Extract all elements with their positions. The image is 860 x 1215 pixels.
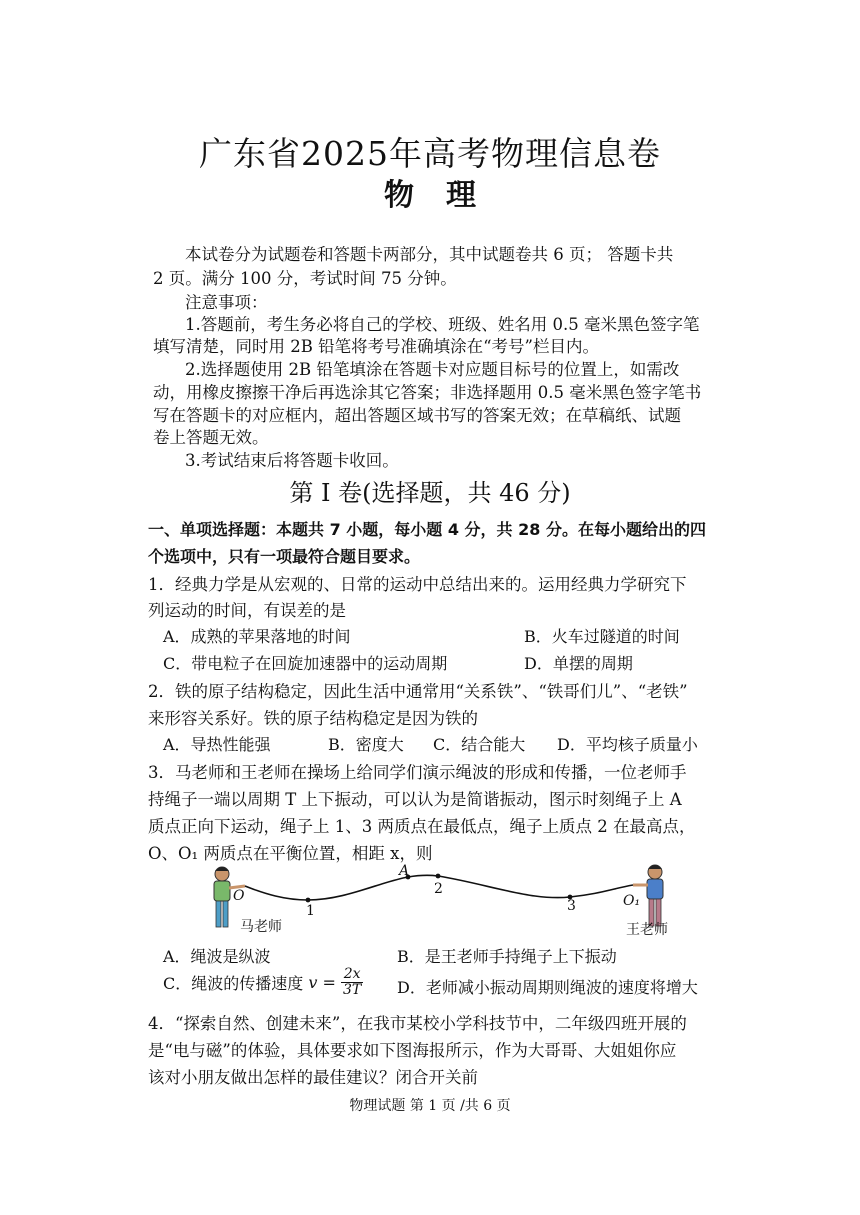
notice-item-2-line-4: 卷上答题无效。 <box>153 428 269 447</box>
paper-subject: 物理 <box>384 178 508 213</box>
notice-heading: 注意事项： <box>185 293 268 312</box>
q2-option-d: D．平均核子质量小 <box>557 735 698 754</box>
q4-stem-line-2: 是“电与磁”的体验，具体要求如下图海报所示，作为大哥哥、大姐姐你应 <box>148 1041 677 1060</box>
teacher-left-label: 马老师 <box>240 919 282 935</box>
teacher-right-label: 王老师 <box>626 922 668 938</box>
notice-item-3: 3.考试结束后将答题卡收回。 <box>185 451 399 470</box>
point-1 <box>306 898 311 903</box>
figure-label-1: 1 <box>306 903 315 919</box>
q3-stem-line-1: 3．马老师和王老师在操场上给同学们演示绳波的形成和传播，一位老师手 <box>148 763 687 782</box>
q3-option-d: D．老师减小振动周期则绳波的速度将增大 <box>397 978 698 997</box>
q3-option-c-prefix: C．绳波的传播速度 <box>163 974 304 993</box>
q3-option-a: A．绳波是纵波 <box>163 947 271 966</box>
figure-label-3: 3 <box>567 898 576 914</box>
notice-item-1-line-1: 1.答题前，考生务必将自己的学校、班级、姓名用 0.5 毫米黑色签字笔 <box>185 315 700 334</box>
intro-line-1: 本试卷分为试题卷和答题卡两部分，其中试题卷共 6 页； 答题卡共 <box>185 245 674 264</box>
q3-stem-line-4: O、O₁ 两质点在平衡位置，相距 x，则 <box>148 844 433 863</box>
q2-option-b: B．密度大 <box>328 735 404 754</box>
paper-title: 广东省2025年高考物理信息卷 <box>199 134 661 173</box>
q4-stem-line-1: 4．“探索自然、创建未来”，在我市某校小学科技节中，二年级四班开展的 <box>148 1014 687 1033</box>
q3-stem-line-3: 质点正向下运动，绳子上 1、3 两质点在最低点，绳子上质点 2 在最高点， <box>148 817 696 836</box>
q1-option-d: D．单摆的周期 <box>524 654 633 673</box>
section-title: 第 I 卷(选择题，共 46 分) <box>289 479 571 507</box>
q1-option-b: B．火车过隧道的时间 <box>524 627 680 646</box>
page-footer: 物理试题 第 1 页 /共 6 页 <box>349 1098 511 1114</box>
q3-stem-line-2: 持绳子一端以周期 T 上下振动，可以认为是简谐振动，图示时刻绳子上 A <box>148 790 682 809</box>
q4-stem-line-3: 该对小朋友做出怎样的最佳建议？闭合开关前 <box>148 1068 478 1087</box>
q3-option-c <box>163 967 363 998</box>
q1-option-c: C．带电粒子在回旋加速器中的运动周期 <box>163 654 448 673</box>
figure-label-o: O <box>233 888 245 904</box>
q1-option-a: A．成熟的苹果落地的时间 <box>163 627 351 646</box>
q3-velocity-fraction <box>341 967 363 998</box>
q3-option-c-v: v = <box>308 973 336 992</box>
notice-item-1-line-2: 填写清楚，同时用 2B 铅笔将考号准确填涂在“考号”栏目内。 <box>153 337 599 356</box>
fraction-numerator: 2x <box>341 967 363 983</box>
q2-stem-line-1: 2．铁的原子结构稳定，因此生活中通常用“关系铁”、“铁哥们儿”、“老铁” <box>148 682 688 701</box>
notice-item-2-line-2: 动，用橡皮擦擦干净后再选涂其它答案；非选择题用 0.5 毫米黑色签字笔书 <box>153 383 702 402</box>
notice-item-2-line-3: 写在答题卡的对应框内，超出答题区域书写的答案无效；在草稿纸、试题 <box>153 406 681 425</box>
q2-option-c: C．结合能大 <box>433 735 526 754</box>
figure-label-o1: O₁ <box>623 893 641 909</box>
figure-label-a: A <box>399 863 410 879</box>
fraction-denominator: 3T <box>342 982 362 998</box>
q1-stem-line-1: 1．经典力学是从宏观的、日常的运动中总结出来的。运用经典力学研究下 <box>148 575 687 594</box>
part1-heading-line-1: 一、单项选择题：本题共 7 小题，每小题 4 分，共 28 分。在每小题给出的四 <box>148 520 706 539</box>
q3-option-b: B．是王老师手持绳子上下振动 <box>397 947 617 966</box>
figure-label-2: 2 <box>434 881 443 897</box>
q2-option-a: A．导热性能强 <box>163 735 271 754</box>
q1-stem-line-2: 列运动的时间，有误差的是 <box>148 601 346 620</box>
part1-heading-line-2: 个选项中，只有一项最符合题目要求。 <box>148 547 421 566</box>
point-2 <box>436 874 441 879</box>
intro-line-2: 2 页。满分 100 分，考试时间 75 分钟。 <box>153 269 457 288</box>
q2-stem-line-2: 来形容关系好。铁的原子结构稳定是因为铁的 <box>148 709 478 728</box>
notice-item-2-line-1: 2.选择题使用 2B 铅笔填涂在答题卡对应题目标号的位置上，如需改 <box>185 360 680 379</box>
